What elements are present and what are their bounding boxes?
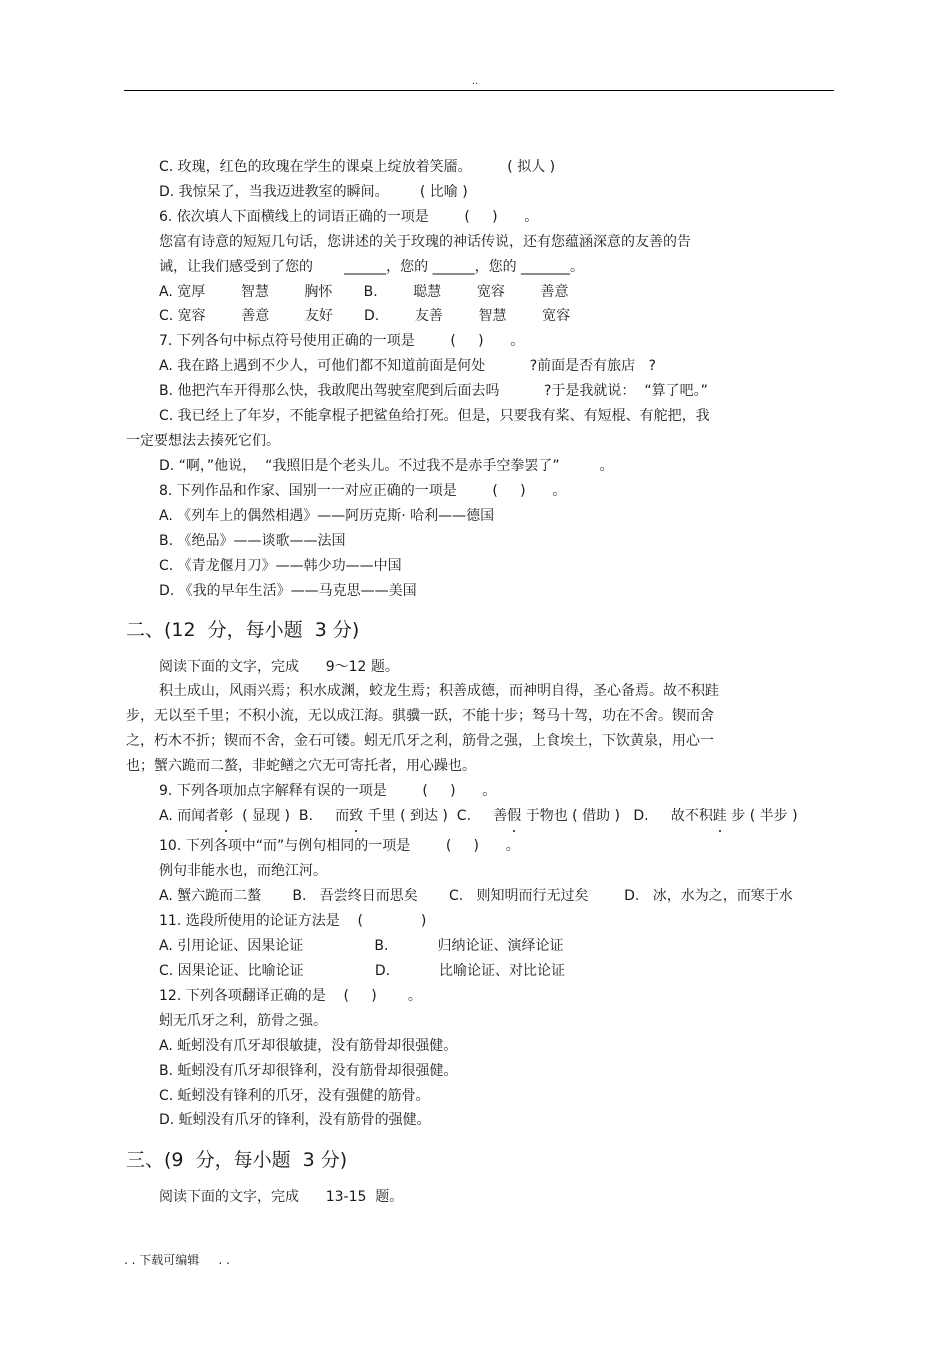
section-3-heading: 三、(9 分，每小题 3 分) bbox=[126, 1149, 348, 1171]
q11-options-ab: A. 引用论证、因果论证 B. 归纳论证、演绎论证 bbox=[159, 938, 564, 954]
q12-option-a: A. 蚯蚓没有爪牙却很敏捷，没有筋骨却很强健。 bbox=[159, 1038, 458, 1054]
q10-options: A. 蟹六跪而二螯 B. 吾尝终日而思矣 C. 则知明而行无过矣 D. 冰，水为之，而寒于水 bbox=[159, 888, 793, 904]
passage-line-2: 步，无以至千里；不积小流，无以成江海。骐骥一跃，不能十步；驽马十驾，功在不舍。锲而舍 bbox=[126, 708, 714, 724]
q10-stem: 10. 下列各项中“而”与例句相同的一项是 ( ) 。 bbox=[159, 838, 520, 854]
q9-option-a-text: A. 而闻者 bbox=[159, 808, 220, 824]
q7-option-c-line-2: 一定要想法去揍死它们。 bbox=[126, 433, 280, 449]
q12-option-b: B. 蚯蚓没有爪牙却很锋利，没有筋骨却很强健。 bbox=[159, 1063, 458, 1079]
q8-stem: 8. 下列作品和作家、国别一一对应正确的一项是 ( ) 。 bbox=[159, 483, 567, 499]
passage-line-1: 积土成山，风雨兴焉；积水成渊，蛟龙生焉；积善成德，而神明自得，圣心备焉。故不积跬 bbox=[159, 683, 719, 699]
passage-line-4: 也；蟹六跪而二螯，非蛇鳝之穴无可寄托者，用心躁也。 bbox=[126, 758, 476, 774]
q8-option-c: C. 《青龙偃月刀》——韩少功——中国 bbox=[159, 558, 402, 574]
page-header-mark: .. bbox=[471, 76, 479, 87]
q9-option-c-text: 千里 ( 到达 ) C. 善 bbox=[363, 808, 508, 824]
q7-option-d: D. “啊，”他说， “我照旧是个老头儿。不过我不是赤手空拳罢了” 。 bbox=[159, 458, 614, 474]
q12-stem: 12. 下列各项翻译正确的是 ( ) 。 bbox=[159, 988, 422, 1004]
header-rule bbox=[124, 90, 834, 91]
q6-options-cd: C. 宽容 善意 友好 D. 友善 智慧 宽容 bbox=[159, 308, 571, 324]
section-3-instruction: 阅读下面的文字，完成 13-15 题。 bbox=[159, 1189, 404, 1205]
section-2-heading: 二、(12 分，每小题 3 分) bbox=[126, 619, 360, 641]
q9-option-b-dotted-char: 致 bbox=[349, 808, 364, 824]
q6-options-ab: A. 宽厚 智慧 胸怀 B. 聪慧 宽容 善意 bbox=[159, 284, 569, 300]
q8-option-a: A. 《列车上的偶然相遇》——阿历克斯· 哈利——德国 bbox=[159, 508, 495, 524]
q12-option-d: D. 蚯蚓没有爪牙的锋利，没有筋骨的强健。 bbox=[159, 1112, 431, 1128]
q12-option-c: C. 蚯蚓没有锋利的爪牙，没有强健的筋骨。 bbox=[159, 1088, 430, 1104]
q9-option-b-text: ( 显现 ) B. 而 bbox=[233, 808, 350, 824]
q9-options bbox=[159, 806, 798, 826]
q9-option-d-text: 于物也 ( 借助 ) D. 故不积 bbox=[521, 808, 713, 824]
q6-stem: 6. 依次填人下面横线上的词语正确的一项是 ( ) 。 bbox=[159, 209, 539, 225]
q9-option-d-tail: 步 ( 半步 ) bbox=[726, 808, 798, 824]
q10-example: 例句非能水也，而绝江河。 bbox=[159, 863, 327, 879]
q5-option-c: C. 玫瑰，红色的玫瑰在学生的课桌上绽放着笑靥。 ( 拟人 ) bbox=[159, 159, 556, 175]
q6-passage-line-1: 您富有诗意的短短几句话，您讲述的关于玫瑰的神话传说，还有您蕴涵深意的友善的告 bbox=[159, 234, 691, 250]
q7-option-a: A. 我在路上遇到不少人，可他们都不知道前面是何处 ?前面是否有旅店 ? bbox=[159, 358, 656, 374]
q11-stem: 11. 选段所使用的论证方法是 ( ) bbox=[159, 913, 427, 929]
q9-stem: 9. 下列各项加点字解释有误的一项是 ( ) 。 bbox=[159, 783, 497, 799]
q7-option-b: B. 他把汽车开得那么快，我敢爬出驾驶室爬到后面去吗 ?于是我就说： “算了吧。” bbox=[159, 383, 708, 399]
q9-option-c-dotted-char: 假 bbox=[507, 808, 522, 824]
page-footer: . . 下载可编辑 . . bbox=[124, 1253, 230, 1267]
q9-option-d-dotted-char: 跬 bbox=[712, 808, 727, 824]
passage-line-3: 之，朽木不折；锲而不舍，金石可镂。蚓无爪牙之利，筋骨之强，上食埃土，下饮黄泉，用心一 bbox=[126, 733, 714, 749]
q7-stem: 7. 下列各句中标点符号使用正确的一项是 ( ) 。 bbox=[159, 333, 525, 349]
q9-option-a-dotted-char: 彰 bbox=[219, 808, 234, 824]
q8-option-b: B. 《绝品》——谈歌——法国 bbox=[159, 533, 346, 549]
q8-option-d: D. 《我的早年生活》——马克思——美国 bbox=[159, 583, 417, 599]
q6-passage-line-2: 诫，让我们感受到了您的 ______，您的 ______，您的 _______。 bbox=[159, 259, 585, 275]
q12-sentence: 蚓无爪牙之利，筋骨之强。 bbox=[159, 1013, 327, 1029]
q5-option-d: D. 我惊呆了，当我迈进教室的瞬间。 ( 比喻 ) bbox=[159, 184, 468, 200]
q7-option-c-line-1: C. 我已经上了年岁，不能拿棍子把鲨鱼给打死。但是，只要我有桨、有短棍、有舵把，我 bbox=[159, 408, 710, 424]
section-2-instruction: 阅读下面的文字，完成 9～12 题。 bbox=[159, 659, 399, 675]
q11-options-cd: C. 因果论证、比喻论证 D. 比喻论证、对比论证 bbox=[159, 963, 566, 979]
